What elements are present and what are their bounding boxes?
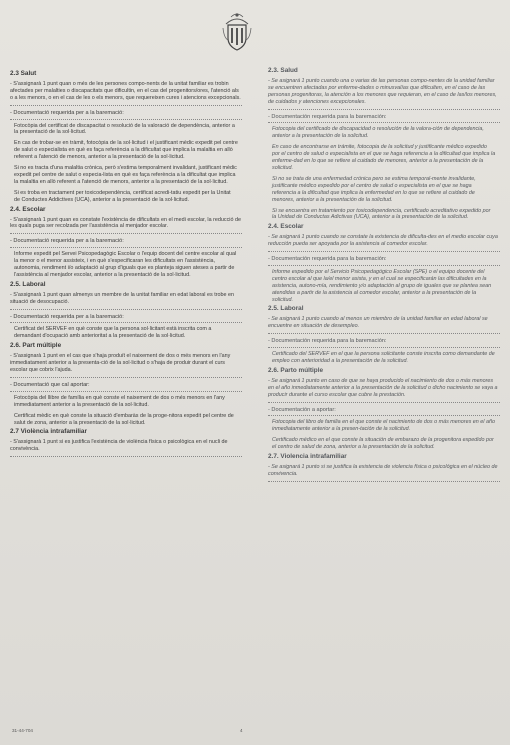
- documentation-paragraph: En cas de trobar-se en tràmit, fotocòpia de la sol·licitud i el justificant mèdic expedit pel centre de salut o especialista en què es faça referència a la dificultat que implica la malaltia en allò referent a l'atenció de menors, anterior a la presentació de la sol·licitud.: [14, 140, 238, 161]
- page-number: 4: [240, 728, 243, 733]
- documentation-heading: - Documentació requerida per a la baremació:: [10, 237, 242, 248]
- criterion-paragraph: - Se asignará 1 punto cuando al menos un miembro de la unidad familiar en edad laboral se encuentre en situación de desempleo.: [268, 316, 488, 330]
- documentation-paragraph: Fotocopia del libro de familia en el que conste el nacimiento de dos o más menores en el año inmediatamente anterior a la presen-tación de la solicitud.: [272, 419, 495, 433]
- documentation-heading: - Documentación a aportar:: [268, 406, 500, 417]
- section-title: 2.3 Salut: [10, 70, 37, 77]
- documentation-item: [10, 395, 242, 409]
- documentation-item: [10, 165, 242, 186]
- documentation-paragraph: Si se encuentra en tratamiento por toxicodependencia, certificado acreditativo expedido por la Unidad de Conductas Adictivas (UCA), anterior a la presentación de la solicitud.: [272, 207, 491, 221]
- documentation-item: [268, 176, 500, 204]
- documentation-item: [268, 351, 500, 365]
- documentation-paragraph: Fotocòpia del llibre de família en què conste el naixement de dos o més menors en l'any immediatament anterior a la presentació de la sol·licitud.: [14, 394, 225, 408]
- criterion-paragraph: - S'assignarà 1 punt quan o més de les persones compo-nents de la unitat familiar es trobin afectades per malalties o discapacitats que dificultin, en el cas del progenitors/ores, l'atenció als o a les menors, o en el cas de les o els menors, que requereixen cures i atencions excepcionals.: [10, 80, 241, 101]
- criterion-paragraph: - Se asignará 1 punto en caso de que se haya producido el nacimiento de dos o más menores en el año inmediatamente anterior a la presentación de la solicitud o dicho nacimiento se vaya a producir durante el curso escolar que cubre la prestación.: [268, 377, 498, 398]
- documentation-paragraph: Certificat del SERVEF en què conste que la persona sol·licitant està inscrita com a demandant d'ocupació amb anterioritat a la presentació de la sol·licitud.: [14, 326, 212, 340]
- documentation-paragraph: Informe expedido por el Servicio Psicopedagógico Escolar (SPE) o el equipo docente del centro escolar al que la/el menor asista, y en el cual se especificarán las dificultades en la asistencia, autono-mía, rendimiento y/o adaptación al grupo de iguales que se plantea sean atendidas a partir de la asistencia al comedor escolar, anterior a la presentación de la solicitud.: [272, 268, 492, 303]
- criterion-paragraph: - Se asignará 1 punto cuando se constate la existencia de dificulta-des en el medio escolar cuya reducción pueda ser apoyada por la asistencia al comedor escolar.: [268, 234, 498, 248]
- section-title: 2.6. Parto múltiple: [268, 366, 324, 374]
- criterion-text: [10, 80, 242, 106]
- criterion-text: [268, 463, 500, 482]
- spanish-column: [268, 68, 500, 485]
- criterion-paragraph: - S'assignarà 1 punt si es justifica l'existència de violència física o psicològica en el nucli de convivència.: [10, 439, 228, 453]
- documentation-item: [10, 251, 242, 279]
- documentation-paragraph: Si no es tracta d'una malaltia crònica, però s'estima temporalment invalidant, justificant mèdic expedit pel centre de salut o especia-lista en què es faça referència a la dificultat que implica la malaltia en allò referent a l'atenció de menors, anterior a la presentació de la sol·licitud.: [14, 165, 237, 185]
- documentation-item: [268, 126, 500, 140]
- criterion-paragraph: - S'assignarà 1 punt en el cas que s'haja produït el naixement de dos o més menors en l'any immediatament anterior a la presenta-ció de la sol·licitud o s'haja de produir durant el curs escolar que cobrix l'ajuda.: [10, 353, 231, 373]
- documentation-paragraph: Informe expedit pel Servei Psicopedagògic Escolar o l'equip docent del centre escolar al qual la menor o el menor assisteix, i en què s'especificaran les dificultats en l'assistència, autonomia, rendiment i/o adaptació al grup d'iguals que es planteja siguen ateses a partir de l'assistència al menjador escolar, anterior a la presentació de la sol·licitud.: [14, 251, 237, 278]
- documentation-item: [10, 413, 242, 427]
- documentation-paragraph: Si no se trata de una enfermedad crónica pero se estima temporal-mente invalidante, justificante médico expedido por el centro de salud o especialista en el que se haga referencia a la dificultad que implica la enfermedad en lo que se refiere al cuidado de menores, anterior a la presentación de la solicitud.: [272, 175, 476, 203]
- criterion-paragraph: - Se asignará 1 punto si se justifica la existencia de violencia física o psicológica en el núcleo de convivencia.: [268, 463, 498, 477]
- coat-of-arms-logo: [220, 10, 254, 52]
- document-code: 31-44-704: [12, 728, 33, 733]
- criterion-paragraph: - Se asignará 1 punto cuando una o varias de las personas compo-nentes de la unidad familiar se encuentren afectadas por enferme-dades o minusvalías que dificulten, en el caso de las personas progenitoras, la atención a los menores que requieran, en el caso de las/los menores, de cuidados y atenciones excepcionales.: [268, 77, 497, 105]
- section-title: 2.4. Escolar: [268, 223, 304, 231]
- criterion-text: [268, 77, 500, 110]
- documentation-paragraph: Fotocòpia del certificat de discapacitat o resolució de la valoració de dependència, anterior a la presentació de la sol·licitud.: [14, 122, 235, 136]
- documentation-item: [268, 144, 500, 172]
- criterion-text: [10, 216, 242, 235]
- documentation-heading: - Documentació que cal aportar:: [10, 381, 242, 392]
- catalan-column: [10, 68, 242, 460]
- documentation-paragraph: En caso de encontrarse en trámite, fotocopia de la solicitud y justificante médico expedido por el centro de salud o especialista en el que se haga referencia a la dificultad que implica la enferme-dad en lo que se refiere al cuidado de menores, anterior a la presentación de la solicitud.: [272, 144, 496, 171]
- criterion-text: [268, 315, 500, 334]
- criterion-text: [268, 233, 500, 252]
- section-title: 2.7. Violencia intrafamiliar: [268, 453, 347, 461]
- documentation-paragraph: Si es troba en tractament per toxicodependència, certificat acredi-tatiu expedit per la Unitat de Conductes Addictives (UCA), anterior a la presentació de la sol·licitud.: [14, 189, 231, 203]
- documentation-heading: - Documentació requerida per a la baremació:: [10, 109, 242, 120]
- documentation-item: [10, 123, 242, 137]
- criterion-text: [10, 438, 242, 457]
- criterion-text: [268, 377, 500, 403]
- section-title: 2.4. Escolar: [10, 205, 46, 213]
- section-title: 2.5. Laboral: [268, 305, 304, 313]
- section-title: 2.7 Violència intrafamiliar: [10, 428, 87, 436]
- documentation-heading: - Documentación requerida para la baremación:: [268, 337, 500, 348]
- section-title: 2.6. Part múltiple: [10, 342, 62, 350]
- documentation-item: [268, 208, 500, 222]
- documentation-paragraph: Certificat mèdic en què conste la situació d'embaràs de la proge-nitora expedit pel centre de salut de zona, anterior a la presentació de la sol·licitud.: [14, 412, 234, 426]
- documentation-heading: - Documentación requerida para la baremación:: [268, 113, 500, 124]
- section-title: 2.5. Laboral: [10, 280, 46, 288]
- documentation-item: [10, 190, 242, 204]
- criterion-text: [10, 291, 242, 310]
- documentation-heading: - Documentación requerida para la baremación:: [268, 255, 500, 266]
- documentation-item: [10, 140, 242, 161]
- documentation-paragraph: Certificado del SERVEF en el que la persona solicitante conste inscrita como demandante de empleo con anterioridad a la presentación de la solicitud.: [272, 351, 495, 364]
- documentation-paragraph: Fotocopia del certificado de discapacidad o resolución de la valora-ción de dependencia, anterior a la presentación de la solicitud.: [272, 126, 484, 140]
- documentation-item: [268, 419, 500, 433]
- documentation-item: [268, 437, 500, 451]
- section-title: 2.3. Salud: [268, 67, 298, 74]
- criterion-paragraph: - S'assignarà 1 punt quan es constate l'existència de dificultats en el medi escolar, la reducció de les quals puga ser recolzada per l'assistència al menjador escolar.: [10, 216, 241, 230]
- documentation-item: [10, 326, 242, 340]
- documentation-heading: - Documentació requerida per a la baremació:: [10, 313, 242, 324]
- documentation-item: [268, 269, 500, 304]
- documentation-paragraph: Certificado médico en el que conste la situación de embarazo de la progenitora expedido por el centro de salud de zona, anterior a la presentación de la solicitud.: [272, 437, 494, 451]
- criterion-paragraph: - S'assignarà 1 punt quan almenys un membre de la unitat familiar en edat laboral es trobe en situació de desocupació.: [10, 291, 234, 305]
- criterion-text: [10, 352, 242, 378]
